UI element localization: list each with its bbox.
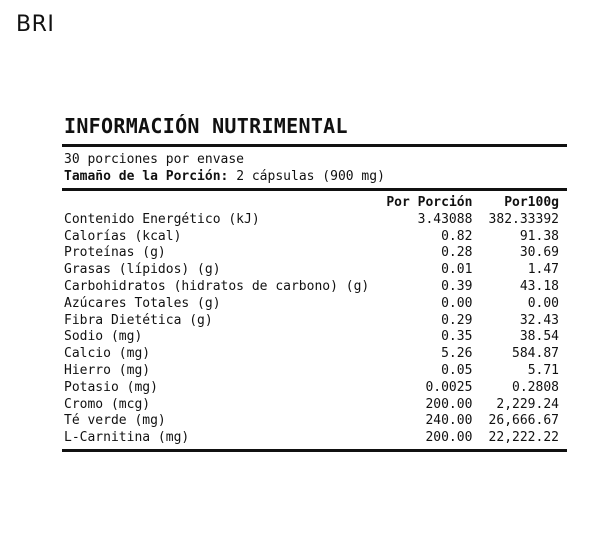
serving-info [62, 147, 567, 188]
nutrient-name: Calcio (mg) [64, 346, 151, 362]
table-row [62, 262, 567, 279]
value-per-serving: 3.43088 [417, 211, 473, 227]
serving-size-value: 2 cápsulas (900 mg) [228, 169, 385, 184]
value-per-serving: 200.00 [425, 396, 473, 412]
table-row [62, 329, 567, 346]
nutrient-name: Grasas (lípidos) (g) [64, 262, 221, 278]
nutrient-name: L-Carnitina (mg) [64, 430, 190, 446]
table-row [62, 212, 567, 229]
value-per-serving: 0.05 [441, 362, 473, 378]
value-per-100g: 22,222.22 [488, 430, 559, 446]
table-row [62, 430, 567, 449]
table-row [62, 363, 567, 380]
value-per-100g: 584.87 [512, 346, 559, 362]
nutrient-name: Contenido Energético (kJ) [64, 211, 260, 227]
nutrient-name: Potasio (mg) [64, 379, 158, 395]
table-header-row [62, 191, 567, 212]
table-row [62, 313, 567, 330]
value-per-100g: 32.43 [519, 312, 559, 328]
value-per-serving: 5.26 [441, 346, 473, 362]
nutrient-name: Hierro (mg) [64, 362, 151, 378]
value-per-serving: 0.01 [441, 262, 473, 278]
table-row [62, 245, 567, 262]
value-per-serving: 0.00 [441, 295, 473, 311]
panel-title: INFORMACIÓN NUTRIMENTAL [64, 114, 348, 138]
nutrient-name: Té verde (mg) [64, 413, 166, 429]
nutrient-name: Sodio (mg) [64, 329, 143, 345]
value-per-100g: 382.33392 [488, 211, 559, 227]
nutrient-name: Calorías (kcal) [64, 228, 182, 244]
table-row [62, 279, 567, 296]
table-row [62, 413, 567, 430]
value-per-100g: 5.71 [527, 362, 559, 378]
column-header-name [62, 191, 369, 212]
column-header-per-serving: Por Porción [386, 195, 473, 210]
table-row [62, 346, 567, 363]
value-per-serving: 0.0025 [425, 379, 473, 395]
nutrition-facts-panel [62, 112, 567, 452]
table-row [62, 229, 567, 246]
value-per-100g: 91.38 [519, 228, 559, 244]
nutrient-name: Proteínas (g) [64, 245, 166, 261]
nutrient-name: Azúcares Totales (g) [64, 295, 221, 311]
nutrient-name: Cromo (mcg) [64, 396, 151, 412]
bottom-divider [62, 449, 567, 452]
value-per-serving: 0.28 [441, 245, 473, 261]
serving-size-label: Tamaño de la Porción: [64, 169, 229, 184]
value-per-serving: 200.00 [425, 430, 473, 446]
table-row [62, 380, 567, 397]
value-per-100g: 43.18 [519, 278, 559, 294]
value-per-serving: 0.82 [441, 228, 473, 244]
servings-per-container: 30 porciones por envase [64, 152, 245, 167]
value-per-100g: 26,666.67 [488, 413, 559, 429]
brand-logo-text: BRI [16, 12, 55, 37]
value-per-100g: 2,229.24 [496, 396, 559, 412]
column-header-per-100g: Por100g [504, 195, 559, 210]
nutrient-name: Fibra Dietética (g) [64, 312, 213, 328]
nutrient-name: Carbohidratos (hidratos de carbono) (g) [64, 278, 370, 294]
value-per-100g: 30.69 [519, 245, 559, 261]
value-per-serving: 0.39 [441, 278, 473, 294]
nutrition-table [62, 191, 567, 449]
table-row [62, 397, 567, 414]
value-per-100g: 0.00 [527, 295, 559, 311]
value-per-serving: 0.29 [441, 312, 473, 328]
value-per-100g: 38.54 [519, 329, 559, 345]
table-row [62, 296, 567, 313]
serving-size [64, 168, 567, 185]
value-per-100g: 0.2808 [512, 379, 559, 395]
value-per-serving: 0.35 [441, 329, 473, 345]
value-per-100g: 1.47 [527, 262, 559, 278]
value-per-serving: 240.00 [425, 413, 473, 429]
